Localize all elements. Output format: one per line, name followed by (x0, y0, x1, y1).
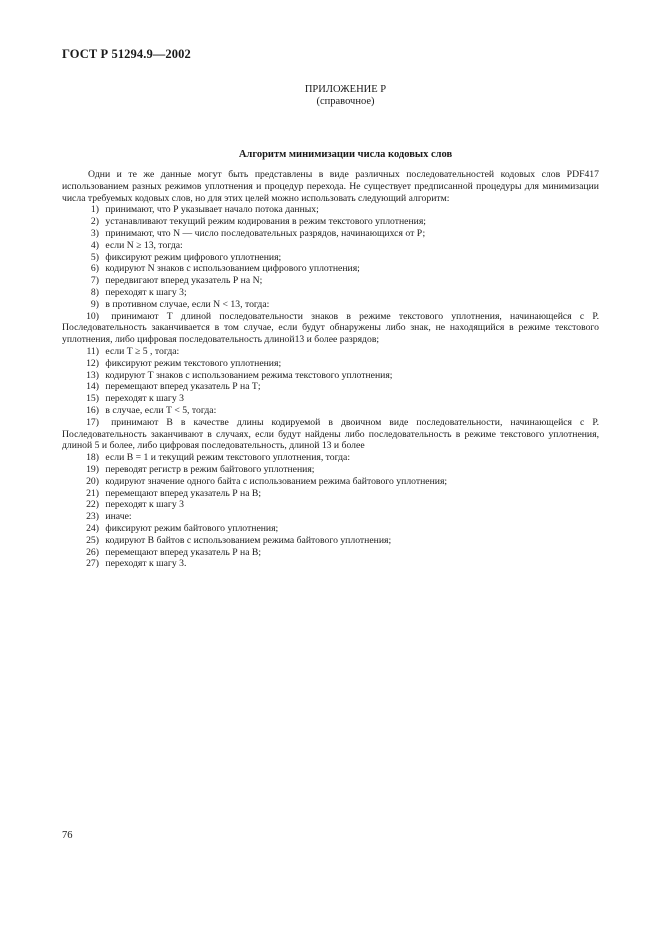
step-text: принимают, что N — число последовательных разрядов, начинающихся от Р; (105, 227, 426, 239)
algorithm-step (62, 358, 599, 370)
step-text: перемещают вперед указатель Р на В; (105, 546, 262, 558)
appendix-subtitle: (справочное) (316, 96, 375, 107)
algorithm-step (62, 488, 599, 500)
step-text: если В = 1 и текущий режим текстового уплотнения, тогда: (105, 452, 351, 464)
algorithm-step (62, 476, 599, 488)
step-text: кодируют В байтов с использованием режима байтового уплотнения; (105, 534, 392, 546)
algorithm-step (62, 417, 599, 452)
step-number: 20) (86, 475, 99, 487)
step-text: фиксируют режим цифрового уплотнения; (105, 251, 282, 263)
step-text: переводят регистр в режим байтового уплотнения; (105, 463, 315, 475)
algorithm-step (62, 464, 599, 476)
step-text: переходят к шагу 3 (105, 499, 184, 511)
step-number: 12) (86, 357, 99, 369)
step-number: 5) (90, 251, 99, 263)
step-number: 1) (90, 204, 99, 216)
algorithm-step (62, 511, 599, 523)
step-text: фиксируют режим байтового уплотнения; (105, 522, 279, 534)
step-number: 3) (90, 227, 99, 239)
document-code: ГОСТ Р 51294.9—2002 (62, 47, 191, 61)
algorithm-step (62, 216, 599, 228)
step-text: если Т ≥ 5 , тогда: (105, 345, 180, 357)
step-number: 11) (86, 345, 99, 357)
step-number: 27) (86, 558, 99, 570)
algorithm-step (62, 240, 599, 252)
algorithm-step (62, 523, 599, 535)
step-number: 9) (90, 298, 99, 310)
step-number: 16) (86, 404, 99, 416)
step-text: переходят к шагу 3. (105, 558, 187, 570)
algorithm-step (62, 204, 599, 216)
step-number: 26) (86, 546, 99, 558)
appendix-title: ПРИЛОЖЕНИЕ Р (304, 84, 387, 95)
algorithm-step (62, 311, 599, 346)
step-text: кодируют Т знаков с использованием режима текстового уплотнения; (105, 369, 393, 381)
step-number: 10) (86, 310, 99, 322)
section-title: Алгоритм минимизации числа кодовых слов (238, 149, 453, 160)
step-text: если N ≥ 13, тогда: (105, 239, 183, 251)
step-number: 25) (86, 534, 99, 546)
algorithm-step (62, 393, 599, 405)
step-text: фиксируют режим текстового уплотнения; (105, 357, 282, 369)
algorithm-step (62, 263, 599, 275)
step-text: передвигают вперед указатель Р на N; (105, 275, 263, 287)
algorithm-step (62, 547, 599, 559)
step-text: принимают Т длиной последовательности знаков в режиме текстового уплотнения, начинающейся с Р. Последовательность заканчивается в том случае, если будут обнаружены либо знак, не находящийся в режиме текстового уплотнения, либо цифровая последовательность длиной13 и более разрядов; (62, 310, 600, 346)
step-number: 15) (86, 393, 99, 405)
algorithm-step (62, 405, 599, 417)
step-text: кодируют значение одного байта с использованием режима байтового уплотнения; (105, 475, 448, 487)
algorithm-step (62, 499, 599, 511)
step-number: 22) (86, 499, 99, 511)
step-number: 24) (86, 522, 99, 534)
step-text: переходят к шагу 3 (105, 393, 184, 405)
algorithm-step (62, 252, 599, 264)
step-number: 4) (90, 239, 99, 251)
step-number: 7) (90, 275, 99, 287)
step-text: перемещают вперед указатель Р на Т; (105, 381, 261, 393)
step-text: принимают В в качестве длины кодируемой в двоичном виде последовательности, начинающейся с Р. Последовательность заканчивают в случаях, если будут найдены либо последовательность в режиме текстового уплотнения, длиной 5 и более, либо цифровая последовательность, длиной 13 и более (62, 416, 599, 452)
step-number: 14) (86, 381, 99, 393)
step-number: 13) (86, 369, 99, 381)
step-text: переходят к шагу 3; (105, 286, 187, 298)
step-number: 21) (86, 487, 99, 499)
algorithm-step (62, 452, 599, 464)
page-number: 76 (62, 830, 73, 841)
step-text: перемещают вперед указатель Р на В; (105, 487, 262, 499)
intro-paragraph: Одни и те же данные могут быть представлены в виде различных последовательностей кодовых слов PDF417 использованием разных режимов уплотнения и процедур перехода. Не существует предписанной процедуры для минимизации числа требуемых кодовых слов, но для этих целей можно использовать следующий алгоритм: (62, 169, 599, 204)
step-number: 6) (90, 263, 99, 275)
step-text: в случае, если Т < 5, тогда: (105, 404, 217, 416)
algorithm-steps (62, 204, 599, 570)
step-number: 2) (90, 216, 99, 228)
step-text: иначе: (105, 511, 132, 523)
algorithm-step (62, 558, 599, 570)
step-text: устанавливают текущий режим кодирования в режим текстового уплотнения; (105, 216, 426, 228)
algorithm-step (62, 370, 599, 382)
step-text: принимают, что Р указывает начало потока данных; (105, 204, 319, 216)
step-number: 23) (86, 511, 99, 523)
algorithm-step (62, 275, 599, 287)
algorithm-step (62, 287, 599, 299)
step-number: 19) (86, 463, 99, 475)
algorithm-step (62, 381, 599, 393)
step-text: в противном случае, если N < 13, тогда: (105, 298, 270, 310)
step-number: 18) (86, 452, 99, 464)
algorithm-step (62, 346, 599, 358)
algorithm-step (62, 228, 599, 240)
algorithm-text (62, 169, 599, 570)
algorithm-step (62, 299, 599, 311)
step-text: кодируют N знаков с использованием цифрового уплотнения; (105, 263, 360, 275)
appendix-heading (0, 84, 661, 108)
algorithm-step (62, 535, 599, 547)
step-number: 17) (86, 416, 99, 428)
step-number: 8) (90, 286, 99, 298)
